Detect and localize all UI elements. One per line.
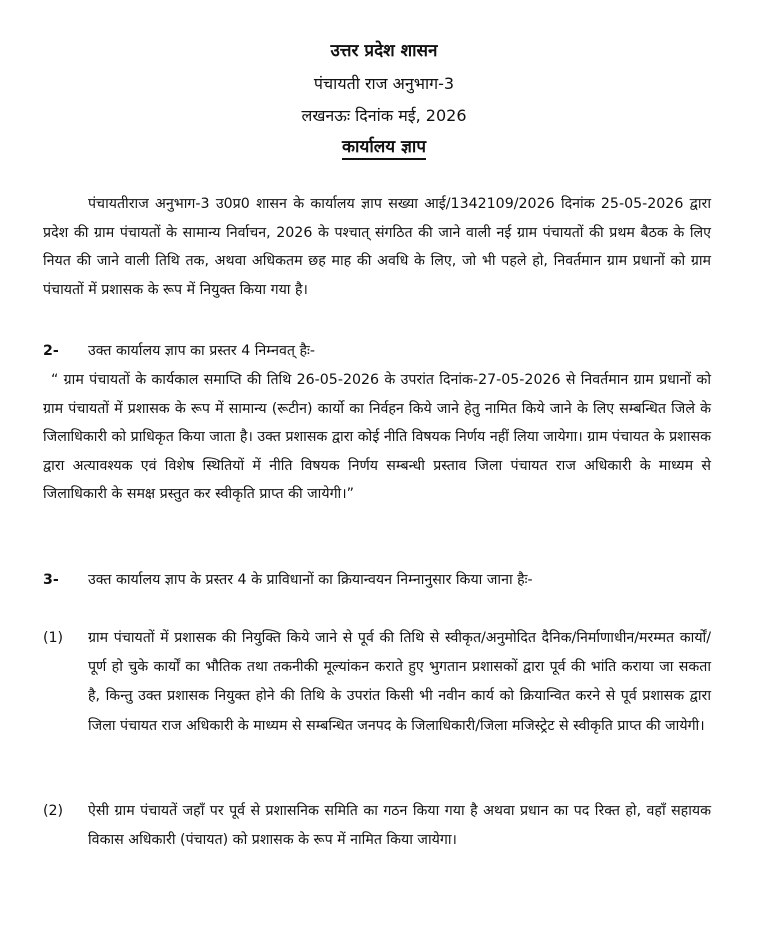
place-date-line: लखनऊः दिनांक मई, 2026 — [301, 106, 467, 125]
paragraph-2-number: 2- — [43, 343, 59, 359]
government-heading: उत्तर प्रदेश शासन — [330, 41, 438, 61]
paragraph-2-quote: “ ग्राम पंचायतों के कार्यकाल समाप्ति की तिथि 26-05-2026 के उपरांत दिनांक-27-05-2026 से निवर्तमान ग्राम प्रधानों को ग्राम पंचायतों में प्रशासक के रूप में सामान्य (रूटीन) कार्यो का निर्वहन किये जाने हेतु नामित किये जाने के लिए सम्बन्धित जिले के जिलाधिकारी को प्राधिकृत किया जाता है। उक्त प्रशासक द्वारा कोई नीति विषयक निर्णय नहीं लिया जायेगा। ग्राम पंचायत के प्रशासक द्वारा अत्यावश्यक एवं विशेष स्थितियों में नीति विषयक निर्णय सम्बन्धी प्रस्ताव जिला पंचायत राज अधिकारी के माध्यम से जिलाधिकारी के समक्ष प्रस्तुत कर स्वीकृति प्राप्त की जायेगी।” — [43, 372, 711, 503]
paragraph-3-text: उक्त कार्यालय ज्ञाप के प्रस्तर 4 के प्राविधानों का क्रियान्वयन निम्नानुसार किया जाना हैः- — [88, 572, 533, 588]
item-2-number: (2) — [43, 803, 64, 819]
paragraph-3-number: 3- — [43, 572, 59, 588]
item-1-text: ग्राम पंचायतों में प्रशासक की नियुक्ति किये जाने से पूर्व की तिथि से स्वीकृत/अनुमोदित दैनिक/निर्माणाधीन/मरम्मत कार्यों/पूर्ण हो चुके कार्यों का भौतिक तथा तकनीकी मूल्यांकन कराते हुए भुगतान प्रशासकों द्वारा पूर्व की भांति कराया जा सकता है, किन्तु उक्त प्रशासक नियुक्त होने की तिथि के उपरांत किसी भी नवीन कार्य को क्रियान्वित करने से पूर्व प्रशासक द्वारा जिला पंचायत राज अधिकारी के माध्यम से सम्बन्धित जनपद के जिलाधिकारी/जिला मजिस्ट्रेट से स्वीकृति प्राप्त की जायेगी। — [88, 630, 711, 734]
paragraph-2-text: उक्त कार्यालय ज्ञाप का प्रस्तर 4 निम्नवत् हैः- — [88, 343, 315, 359]
section-heading: पंचायती राज अनुभाग-3 — [313, 74, 455, 93]
memo-title-text: कार्यालय ज्ञाप — [342, 137, 426, 160]
item-2-text: ऐसी ग्राम पंचायतें जहाँ पर पूर्व से प्रशासनिक समिति का गठन किया गया है अथवा प्रधान का पद रिक्त हो, वहाँ सहायक विकास अधिकारी (पंचायत) को प्रशासक के रूप में नामित किया जायेगा। — [88, 803, 711, 849]
paragraph-1: पंचायतीराज अनुभाग-3 उ0प्र0 शासन के कार्यालय ज्ञाप सख्या आई/1342109/2026 दिनांक 25-05-2026 द्वारा प्रदेश की ग्राम पंचायतों के सामान्य निर्वाचन, 2026 के पश्चात् संगठित की जाने वाली नई ग्राम पंचायतों की प्रथम बैठक के लिए नियत की जाने वाली तिथि तक, अथवा अधिकतम छह माह की अवधि के लिए, जो भी पहले हो, निवर्तमान ग्राम प्रधानों को ग्राम पंचायतों में प्रशासक के रूप में नियुक्त किया गया है। — [43, 196, 711, 298]
item-1-number: (1) — [43, 630, 64, 646]
memo-title — [0, 136, 768, 158]
